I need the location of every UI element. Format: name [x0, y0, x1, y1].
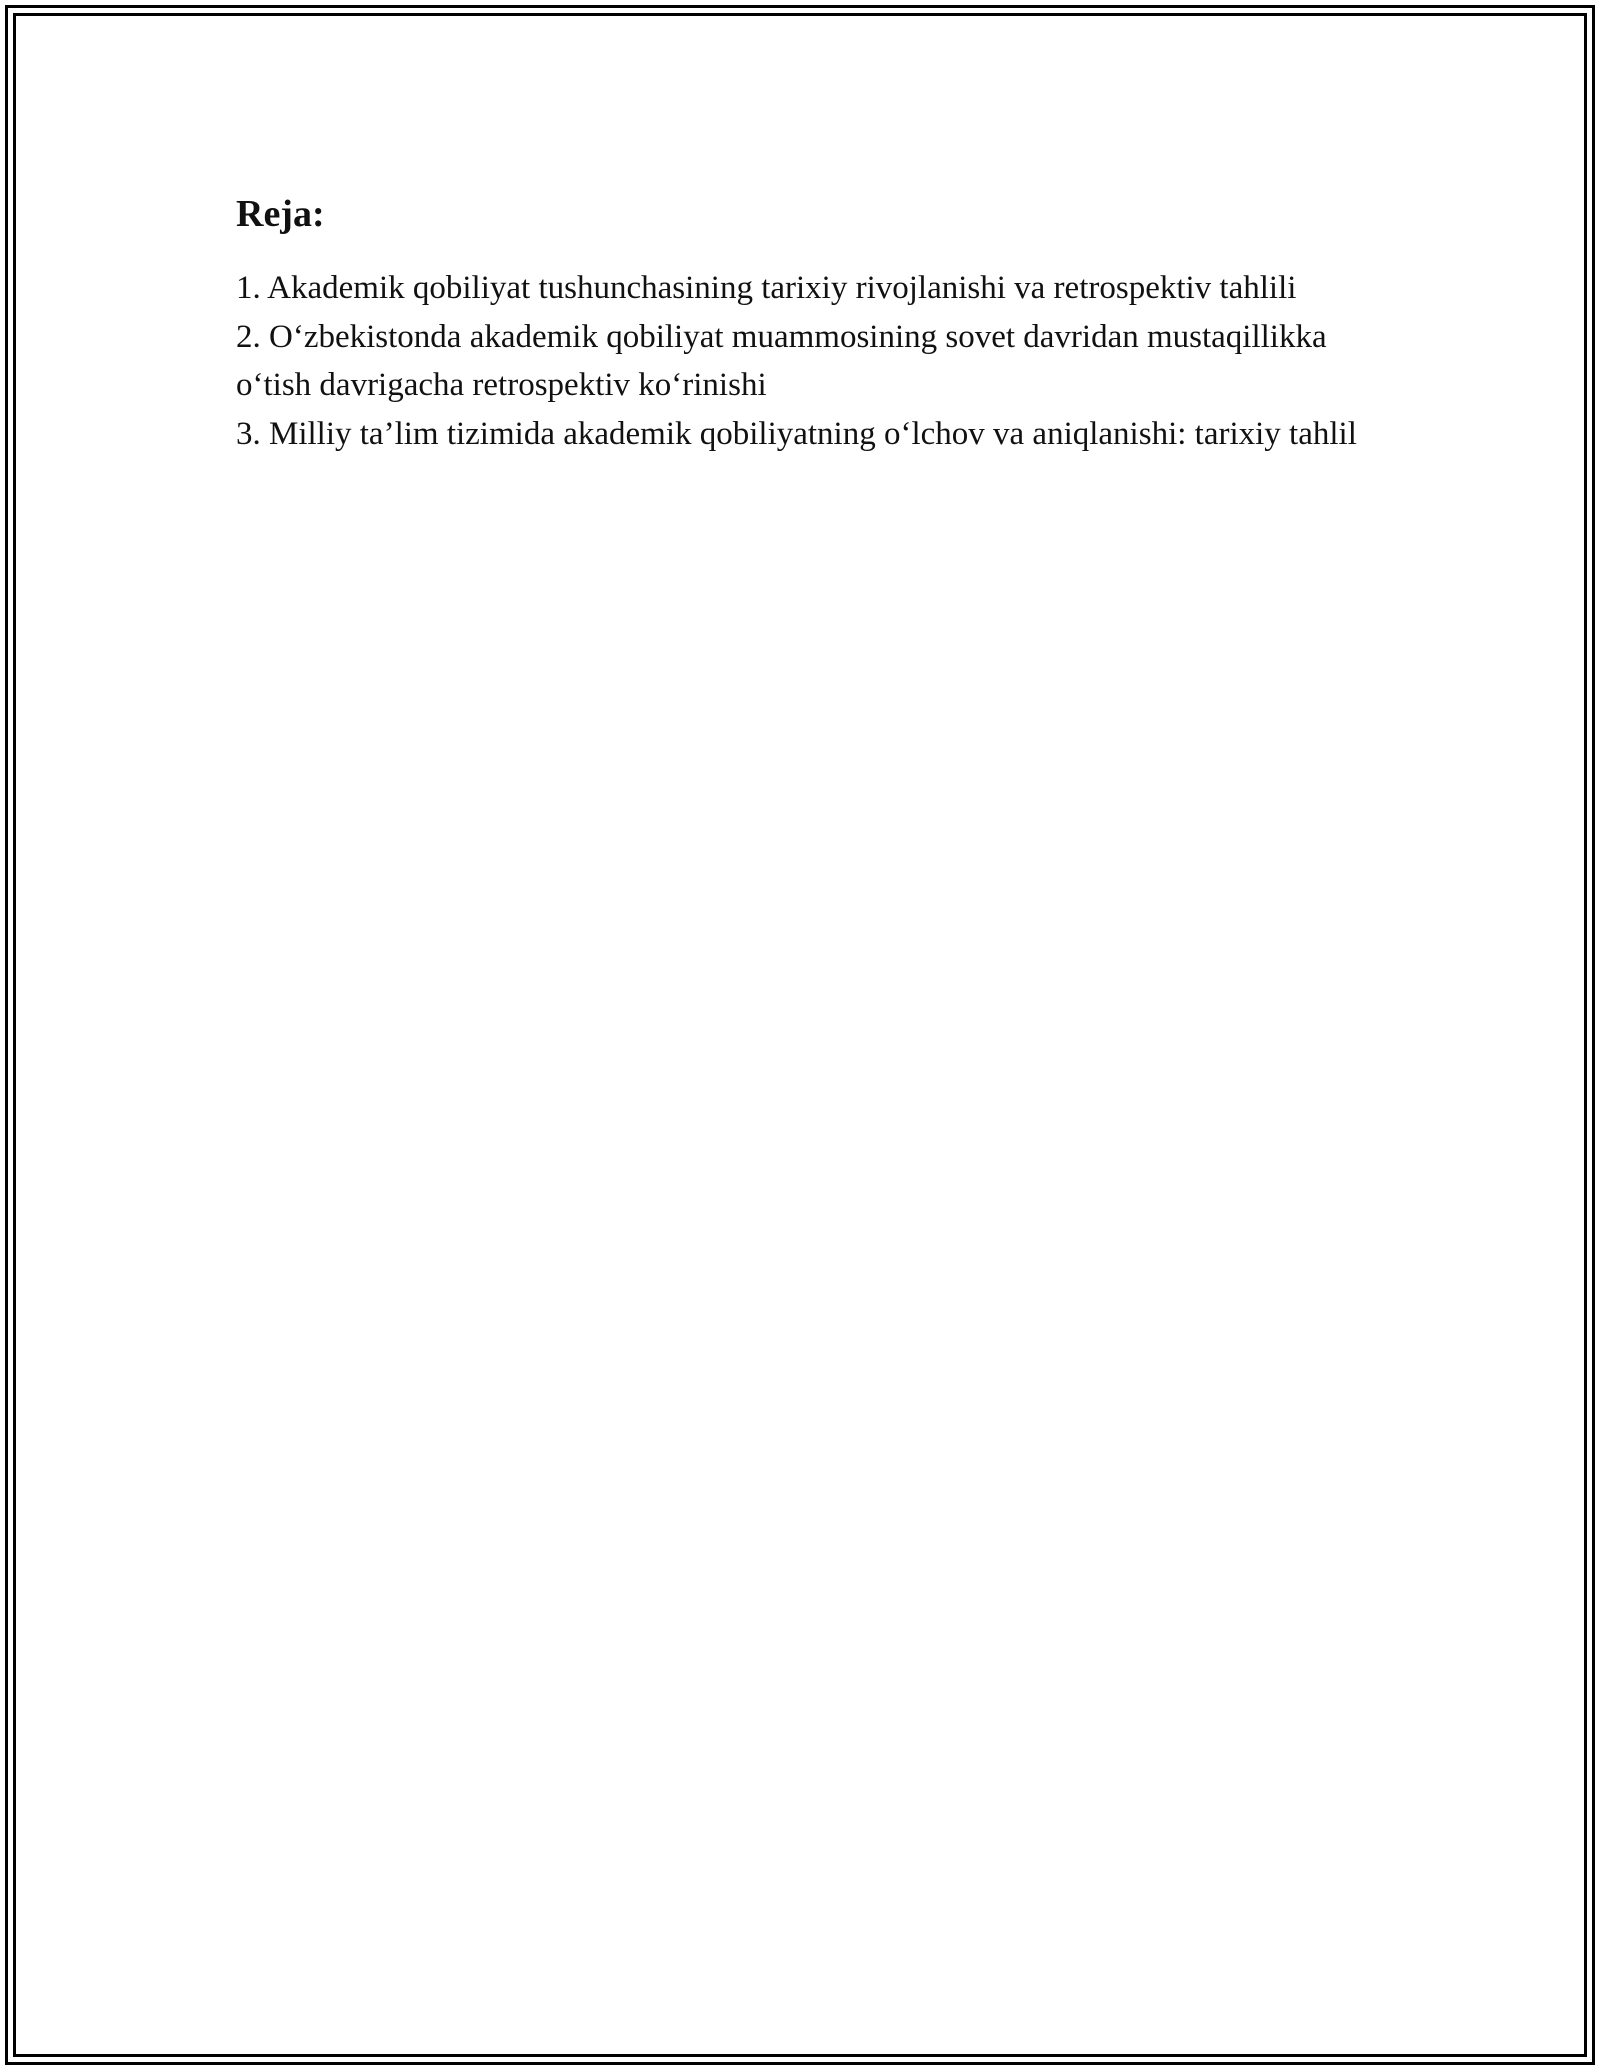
plan-heading: Reja:	[236, 193, 325, 235]
document-body	[236, 186, 1366, 458]
plan-list	[236, 264, 1366, 458]
plan-item-1: 1. Akademik qobiliyat tushunchasining tarixiy rivojlanishi va retrospektiv tahlili	[236, 270, 1297, 306]
plan-item-2: 2. O‘zbekistonda akademik qobiliyat muammosining sovet davridan mustaqillikka o‘tish davrigacha retrospektiv ko‘rinishi	[236, 318, 1327, 403]
plan-item-3: 3. Milliy ta’lim tizimida akademik qobiliyatning o‘lchov va aniqlanishi: tarixiy tahlil	[236, 415, 1357, 452]
